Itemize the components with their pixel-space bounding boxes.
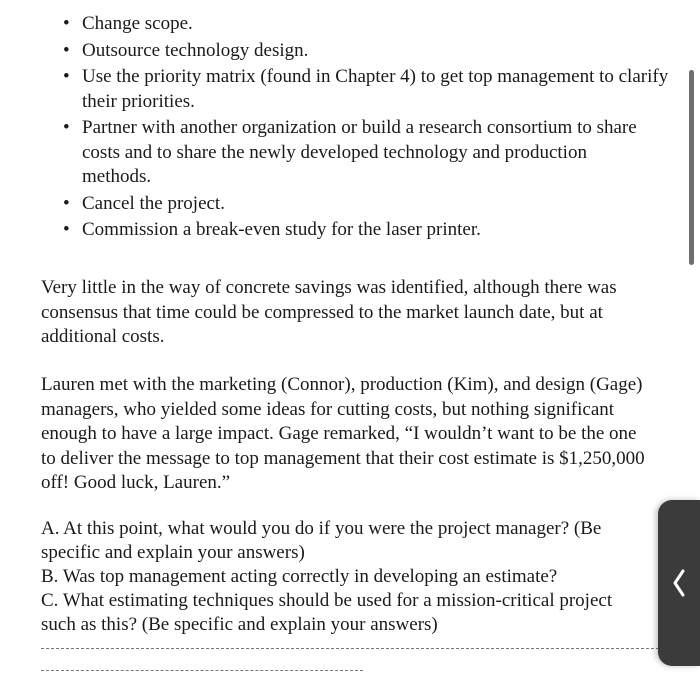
side-panel-tab[interactable]: [658, 500, 700, 666]
bullet-item: [58, 116, 642, 190]
scrollbar-thumb[interactable]: [689, 70, 694, 265]
bullet-item: [58, 218, 642, 243]
bullet-item: [58, 192, 642, 217]
bullet-text: Use the priority matrix (found in Chapter 4) to get top management to clarify their priorities.: [82, 66, 669, 112]
bullet-item: [58, 39, 642, 64]
bullet-text: Commission a break-even study for the laser printer.: [82, 219, 481, 240]
bullet-marker: •: [63, 192, 70, 214]
bullet-text: Partner with another organization or build a research consortium to share costs and to share the newly developed technology and production methods.: [82, 117, 637, 187]
bullet-item: [58, 65, 672, 114]
bullet-marker: •: [63, 39, 70, 61]
paragraph-savings: Very little in the way of concrete savings was identified, although there was consensus that time could be compressed to the market launch date, but at additional costs.: [41, 277, 617, 347]
paragraph-managers-meeting: Lauren met with the marketing (Connor), production (Kim), and design (Gage) managers, who yielded some ideas for cutting costs, but nothing significant enough to have a large impact. Gage remarked, “I wouldn’t want to be the one to deliver the message to top management that their cost estimate is $1,250,000 off! Good luck, Lauren.”: [41, 374, 645, 493]
bullet-text: Outsource technology design.: [82, 39, 309, 61]
bullet-marker: •: [63, 219, 70, 240]
bullet-text: Change scope.: [82, 13, 193, 34]
bullet-marker: •: [63, 13, 70, 34]
question-b: B. Was top management acting correctly in developing an estimate?: [41, 566, 558, 587]
question-c: C. What estimating techniques should be used for a mission-critical project such as this? (Be specific and explain your answers): [41, 590, 613, 635]
bullet-marker: •: [63, 117, 70, 138]
chevron-left-icon: [671, 568, 687, 598]
dashed-divider: [41, 648, 659, 649]
dashed-divider: [41, 670, 363, 671]
question-a: A. At this point, what would you do if you were the project manager? (Be specific and explain your answers): [41, 518, 602, 563]
bullet-list: [58, 12, 668, 245]
bullet-item: [58, 12, 642, 37]
bullet-text: Cancel the project.: [82, 192, 225, 214]
questions-block: [41, 517, 661, 637]
bullet-marker: •: [63, 66, 70, 87]
